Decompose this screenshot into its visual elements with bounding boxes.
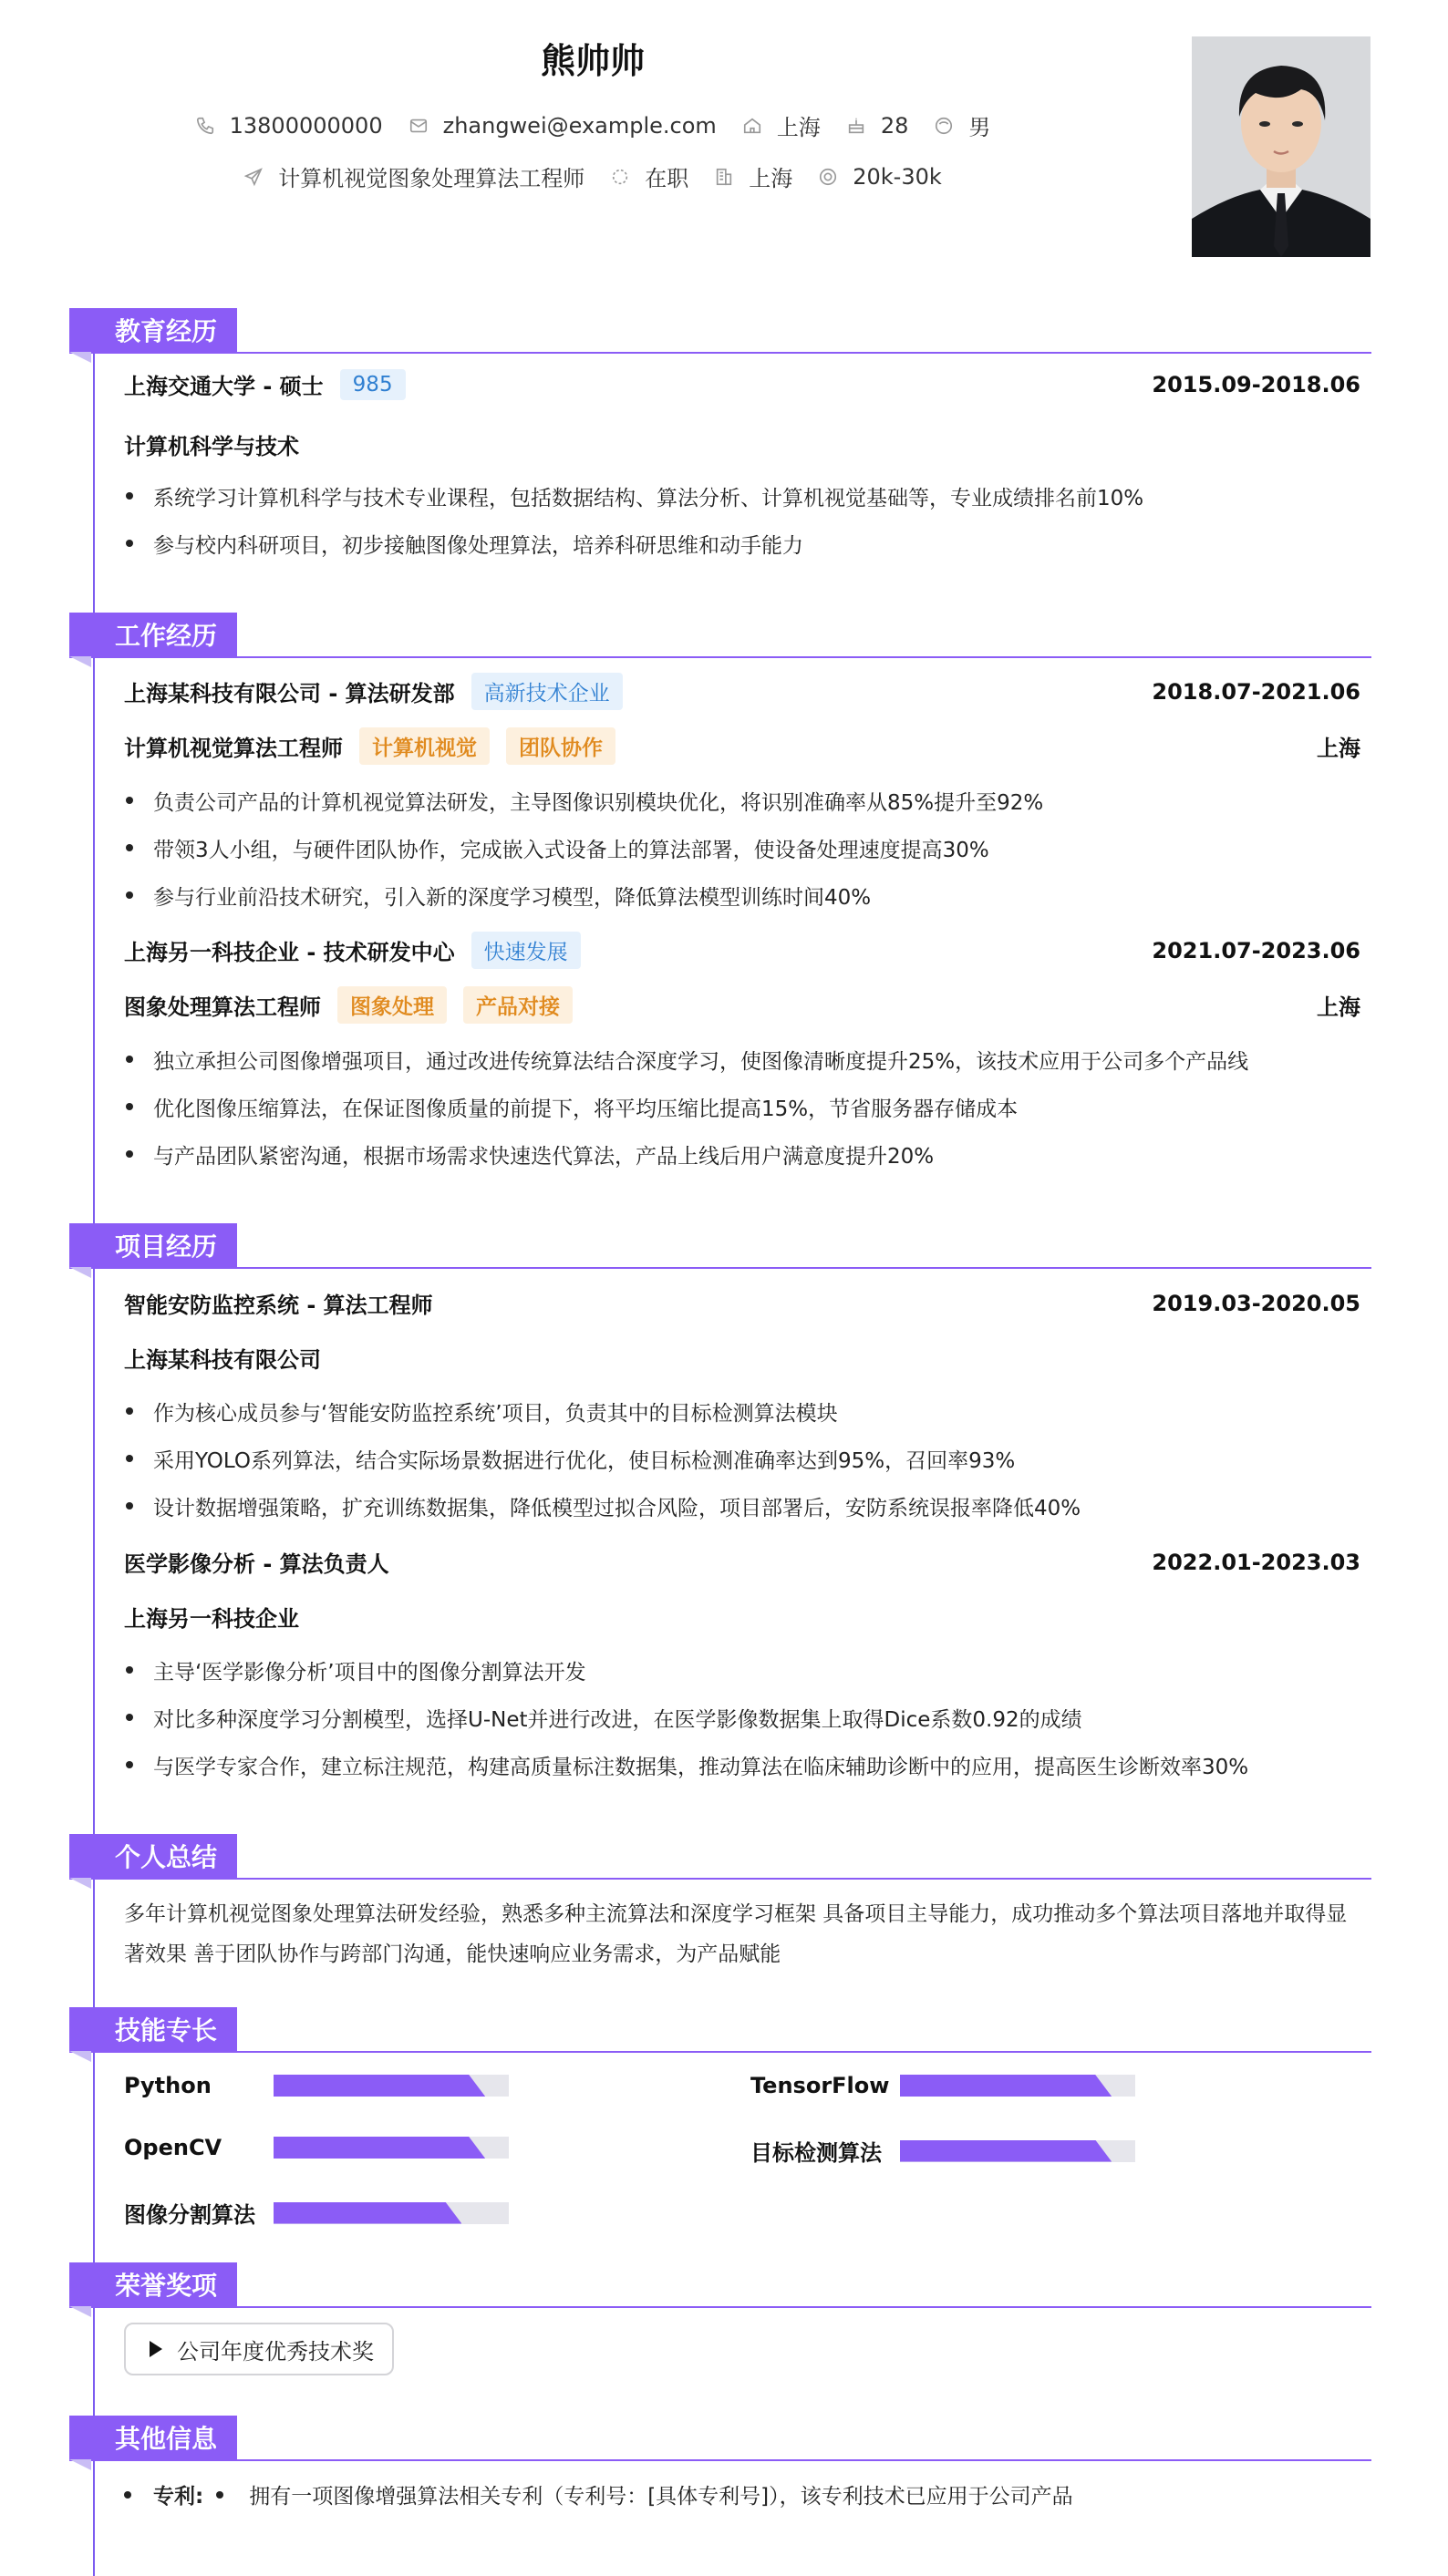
section-title: 工作经历 (69, 613, 237, 656)
send-icon (243, 167, 264, 187)
section-title: 项目经历 (69, 1223, 237, 1267)
section-divider (69, 1267, 1371, 1269)
section-title: 其他信息 (69, 2416, 237, 2459)
coin-icon (818, 167, 838, 187)
education-header (124, 368, 1360, 400)
section-projects (69, 1223, 1371, 1269)
education-date: 2015.09-2018.06 (1152, 371, 1360, 397)
role-tag: 图象处理 (337, 986, 447, 1024)
skill-item (750, 2073, 1135, 2098)
section-fold (69, 2051, 91, 2062)
skill-bar (274, 2202, 509, 2224)
skill-name: Python (124, 2073, 212, 2098)
section-divider (69, 352, 1371, 354)
skill-bar (900, 2140, 1135, 2162)
project-title: 医学影像分析 - 算法负责人 (124, 1551, 389, 1577)
section-divider (69, 1878, 1371, 1880)
award-label: 公司年度优秀技术奖 (177, 2338, 374, 2365)
section-title: 个人总结 (69, 1834, 237, 1878)
phone-item (195, 113, 383, 139)
list-item: 带领3人小组，与硬件团队协作，完成嵌入式设备上的算法部署，使设备处理速度提高30% (124, 833, 1364, 863)
work-header (124, 673, 1360, 710)
role-name: 图象处理算法工程师 (124, 994, 321, 1020)
status-item (610, 160, 688, 192)
project-org: 上海某科技有限公司 (124, 1347, 321, 1373)
skill-item (750, 2135, 1135, 2167)
section-fold (69, 1267, 91, 1278)
role-tag: 计算机视觉 (359, 727, 490, 765)
section-fold (69, 352, 91, 363)
work-date: 2021.07-2023.06 (1152, 937, 1360, 963)
skill-name: 图像分割算法 (124, 2202, 255, 2228)
job-intent-row (0, 160, 1185, 192)
section-divider (69, 2051, 1371, 2053)
city-item (742, 109, 821, 141)
age-item (846, 113, 909, 139)
age-text: 28 (880, 112, 909, 139)
list-item: 与医学专家合作，建立标注规范，构建高质量标注数据集，推动算法在临床辅助诊断中的应用，提高医生诊断效率30% (124, 1750, 1364, 1780)
section-divider (69, 656, 1371, 658)
role-name: 计算机视觉算法工程师 (124, 736, 343, 761)
skill-item (124, 2197, 509, 2229)
list-item: 负责公司产品的计算机视觉算法研发，主导图像识别模块优化，将识别准确率从85%提升至92% (124, 786, 1364, 816)
status-icon (610, 167, 630, 187)
section-title: 荣誉奖项 (69, 2262, 237, 2306)
email-text: zhangwei@example.com (442, 112, 717, 139)
company-name: 上海某科技有限公司 - 算法研发部 (124, 681, 455, 706)
skill-fill (274, 2202, 461, 2224)
home-icon (742, 116, 762, 136)
list-item: 作为核心成员参与‘智能安防监控系统’项目，负责其中的目标检测算法模块 (124, 1396, 1364, 1427)
skill-name: OpenCV (124, 2135, 222, 2160)
work-role-row (124, 727, 1360, 765)
building-icon (714, 167, 734, 187)
project-title: 智能安防监控系统 - 算法工程师 (124, 1293, 433, 1318)
section-other (69, 2416, 1371, 2461)
list-item: 对比多种深度学习分割模型，选择U-Net并进行改进，在医学影像数据集上取得Dice系数0.92的成绩 (124, 1703, 1364, 1733)
project-date: 2019.03-2020.05 (1152, 1290, 1360, 1316)
list-item: 与产品团队紧密沟通，根据市场需求快速迭代算法，产品上线后用户满意度提升20% (124, 1139, 1364, 1170)
salary-item (818, 164, 942, 190)
project-date: 2022.01-2023.03 (1152, 1549, 1360, 1575)
list-item: 系统学习计算机科学与技术专业课程，包括数据结构、算法分析、计算机视觉基础等，专业成绩排名前10% (124, 481, 1364, 511)
role-tag: 产品对接 (463, 986, 573, 1024)
project-header (124, 1287, 1360, 1319)
list-item: 独立承担公司图像增强项目，通过改进传统算法结合深度学习，使图像清晰度提升25%，该技术应用于公司多个产品线 (124, 1045, 1364, 1075)
section-fold (69, 1878, 91, 1889)
bullet-dot (216, 2491, 223, 2499)
work-city: 上海 (1317, 736, 1360, 761)
skill-bar (900, 2075, 1135, 2097)
award-chip[interactable] (124, 2323, 394, 2375)
other-item (124, 2479, 1073, 2509)
section-skills (69, 2007, 1371, 2053)
salary-text: 20k-30k (853, 163, 942, 190)
company-name: 上海另一科技企业 - 技术研发中心 (124, 940, 455, 965)
section-title: 教育经历 (69, 308, 237, 352)
bullet-dot (124, 2491, 131, 2499)
skill-name: TensorFlow (750, 2073, 890, 2098)
work-header (124, 932, 1360, 969)
position-text: 计算机视觉图象处理算法工程师 (278, 166, 585, 191)
section-divider (69, 2306, 1371, 2308)
mail-icon (409, 116, 429, 136)
school-tag: 985 (340, 369, 406, 400)
list-item: 参与行业前沿技术研究，引入新的深度学习模型，降低算法模型训练时间40% (124, 881, 1364, 911)
skill-fill (900, 2140, 1112, 2162)
skill-fill (274, 2137, 485, 2159)
project-org: 上海另一科技企业 (124, 1606, 299, 1632)
status-text: 在职 (645, 166, 689, 191)
person-icon (934, 116, 954, 136)
skill-item (124, 2073, 509, 2098)
section-fold (69, 656, 91, 667)
other-label: 专利: (153, 2485, 204, 2509)
work-role-row (124, 986, 1360, 1024)
company-tag: 快速发展 (471, 932, 581, 969)
gender-item (934, 109, 990, 141)
section-divider (69, 2459, 1371, 2461)
work-city-item (714, 160, 792, 192)
skill-name: 目标检测算法 (750, 2140, 882, 2166)
skill-fill (274, 2075, 485, 2097)
list-item: 设计数据增强策略，扩充训练数据集，降低模型过拟合风险，项目部署后，安防系统误报率降低40% (124, 1491, 1364, 1521)
position-item (243, 160, 584, 192)
work-city-text: 上海 (749, 166, 793, 191)
city-text: 上海 (776, 115, 821, 140)
contact-row (0, 109, 1185, 141)
company-tag: 高新技术企业 (471, 673, 623, 710)
section-summary (69, 1834, 1371, 1880)
section-fold (69, 2306, 91, 2317)
list-item: 优化图像压缩算法，在保证图像质量的前提下，将平均压缩比提高15%，节省服务器存储成本 (124, 1092, 1364, 1122)
project-header (124, 1546, 1360, 1578)
timeline-line (93, 346, 95, 2576)
gender-text: 男 (968, 115, 991, 140)
section-work (69, 613, 1371, 658)
play-icon (150, 2341, 162, 2357)
skill-bar (274, 2075, 509, 2097)
skill-item (124, 2135, 509, 2160)
phone-icon (195, 116, 215, 136)
avatar (1192, 36, 1370, 257)
candidate-name: 熊帅帅 (540, 41, 645, 81)
school-name: 上海交通大学 - 硕士 (124, 374, 324, 399)
work-city: 上海 (1317, 994, 1360, 1020)
skill-bar (274, 2137, 509, 2159)
section-title: 技能专长 (69, 2007, 237, 2051)
cake-icon (846, 116, 866, 136)
list-item: 参与校内科研项目，初步接触图像处理算法，培养科研思维和动手能力 (124, 529, 1364, 559)
section-awards (69, 2262, 1371, 2308)
list-item: 主导‘医学影像分析’项目中的图像分割算法开发 (124, 1655, 1364, 1685)
email-item (409, 113, 717, 139)
summary-text: 多年计算机视觉图象处理算法研发经验，熟悉多种主流算法和深度学习框架 具备项目主导能力，成功推动多个算法项目落地并取得显著效果 善于团队协作与跨部门沟通，能快速响应业务需求，为产品赋能 (124, 1902, 1348, 1966)
work-date: 2018.07-2021.06 (1152, 678, 1360, 705)
list-item: 采用YOLO系列算法，结合实际场景数据进行优化，使目标检测准确率达到95%，召回率93% (124, 1444, 1364, 1474)
role-tag: 团队协作 (506, 727, 615, 765)
other-text: 拥有一项图像增强算法相关专利（专利号：[具体专利号]），该专利技术已应用于公司产品 (249, 2485, 1073, 2509)
section-fold (69, 2459, 91, 2470)
phone-text: 13800000000 (229, 112, 383, 139)
skill-fill (900, 2075, 1112, 2097)
section-education (69, 308, 1371, 354)
major: 计算机科学与技术 (124, 434, 299, 459)
